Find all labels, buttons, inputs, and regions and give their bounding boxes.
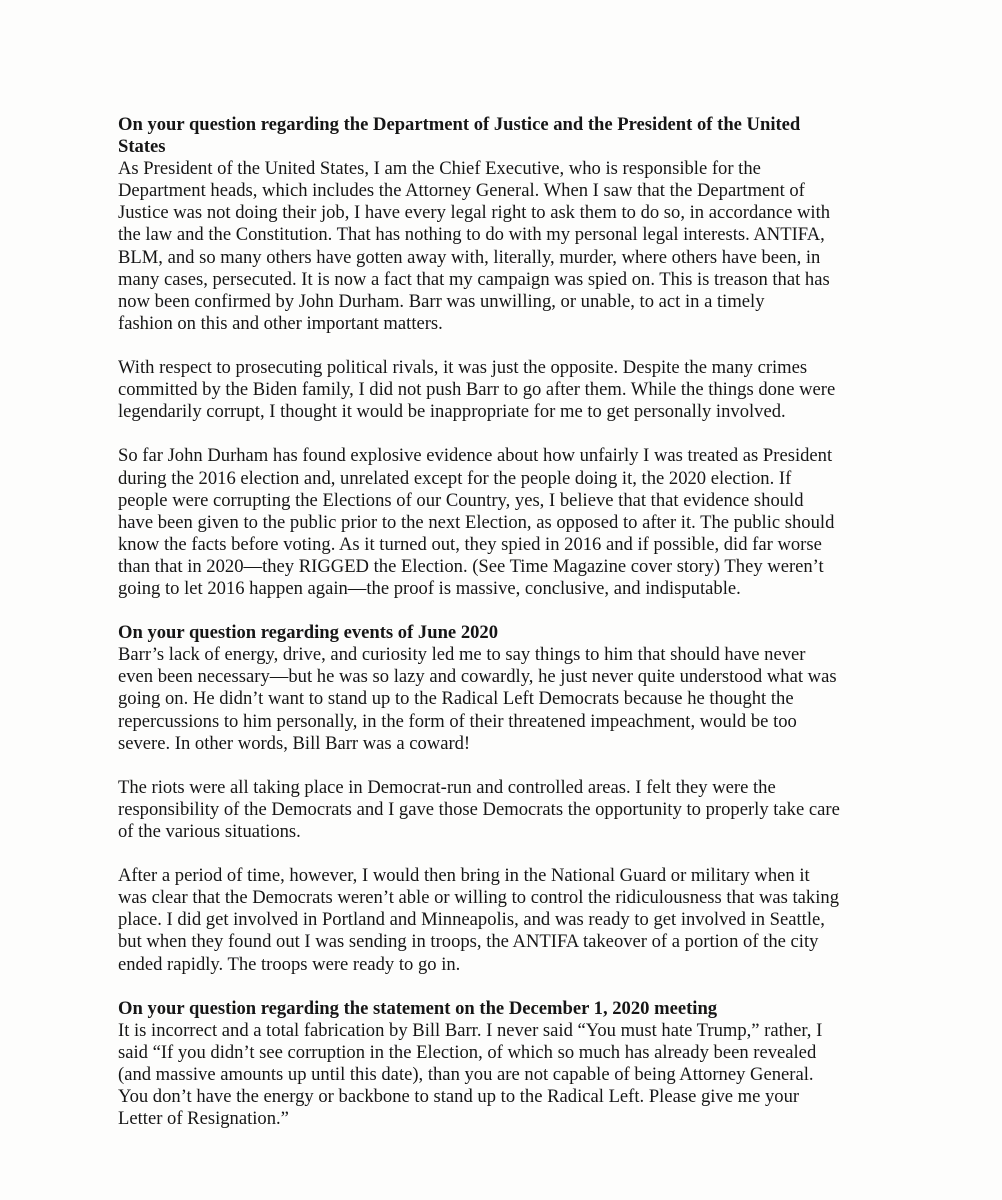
text-line: Department heads, which includes the Attorney General. When I saw that the Department of [118, 180, 805, 202]
text-line: With respect to prosecuting political rivals, it was just the opposite. Despite the many crimes [118, 357, 808, 379]
text-line: So far John Durham has found explosive evidence about how unfairly I was treated as President [118, 445, 833, 467]
text-line: going to let 2016 happen again—the proof is massive, conclusive, and indisputable. [118, 577, 741, 599]
text-line: Barr’s lack of energy, drive, and curiosity led me to say things to him that should have never [118, 644, 806, 666]
text-line: people were corrupting the Elections of our Country, yes, I believe that that evidence should [118, 489, 804, 511]
document-section [118, 622, 918, 976]
section-heading [118, 622, 918, 644]
text-line: Letter of Resignation.” [118, 1108, 289, 1130]
text-line: As President of the United States, I am the Chief Executive, who is responsible for the [118, 158, 761, 180]
text-line: was clear that the Democrats weren’t able or willing to control the ridiculousness that was taking [118, 887, 839, 909]
text-line: severe. In other words, Bill Barr was a coward! [118, 732, 471, 754]
letter-document [118, 114, 918, 1152]
text-line: committed by the Biden family, I did not push Barr to go after them. While the things done were [118, 379, 836, 401]
text-line: the law and the Constitution. That has nothing to do with my personal legal interests. ANTIFA, [118, 224, 825, 246]
body-paragraph [118, 865, 918, 975]
heading-line: On your question regarding events of June 2020 [118, 622, 499, 644]
text-line: It is incorrect and a total fabrication by Bill Barr. I never said “You must hate Trump,” rather, I [118, 1019, 823, 1041]
body-paragraph [118, 1020, 918, 1130]
body-paragraph [118, 158, 918, 335]
text-line: Justice was not doing their job, I have every legal right to ask them to do so, in accordance with [118, 202, 831, 224]
text-line: many cases, persecuted. It is now a fact that my campaign was spied on. This is treason that has [118, 268, 830, 290]
section-heading [118, 114, 918, 158]
heading-line: States [118, 136, 166, 158]
text-line: ended rapidly. The troops were ready to go in. [118, 953, 461, 975]
text-line: responsibility of the Democrats and I gave those Democrats the opportunity to properly take care [118, 798, 840, 820]
document-section [118, 998, 918, 1131]
text-line: BLM, and so many others have gotten away with, literally, murder, where others have been, in [118, 246, 821, 268]
body-paragraph [118, 357, 918, 423]
text-line: than that in 2020—they RIGGED the Election. (See Time Magazine cover story) They weren’t [118, 555, 824, 577]
text-line: during the 2016 election and, unrelated except for the people doing it, the 2020 election. If [118, 467, 792, 489]
text-line: place. I did get involved in Portland and Minneapolis, and was ready to get involved in Seattle, [118, 909, 825, 931]
text-line: even been necessary—but he was so lazy and cowardly, he just never quite understood what was [118, 666, 837, 688]
section-heading [118, 998, 918, 1020]
text-line: After a period of time, however, I would then bring in the National Guard or military when it [118, 865, 810, 887]
heading-line: On your question regarding the Department of Justice and the President of the United [118, 114, 801, 135]
body-paragraph [118, 777, 918, 843]
text-line: The riots were all taking place in Democrat-run and controlled areas. I felt they were the [118, 776, 776, 798]
text-line: have been given to the public prior to the next Election, as opposed to after it. The public should [118, 511, 835, 533]
body-paragraph [118, 644, 918, 754]
document-section [118, 114, 918, 600]
text-line: going on. He didn’t want to stand up to the Radical Left Democrats because he thought the [118, 688, 794, 710]
body-paragraph [118, 445, 918, 600]
text-line: legendarily corrupt, I thought it would be inappropriate for me to get personally involved. [118, 401, 786, 423]
text-line: You don’t have the energy or backbone to stand up to the Radical Left. Please give me your [118, 1086, 800, 1108]
text-line: (and massive amounts up until this date), than you are not capable of being Attorney General. [118, 1064, 814, 1086]
text-line: know the facts before voting. As it turned out, they spied in 2016 and if possible, did far worse [118, 533, 822, 555]
text-line: but when they found out I was sending in troops, the ANTIFA takeover of a portion of the city [118, 931, 819, 953]
text-line: said “If you didn’t see corruption in the Election, of which so much has already been revealed [118, 1041, 817, 1063]
text-line: repercussions to him personally, in the form of their threatened impeachment, would be too [118, 710, 797, 732]
text-line: of the various situations. [118, 821, 301, 842]
text-line: fashion on this and other important matters. [118, 312, 443, 334]
text-line: now been confirmed by John Durham. Barr was unwilling, or unable, to act in a timely [118, 290, 765, 312]
heading-line: On your question regarding the statement on the December 1, 2020 meeting [118, 997, 718, 1019]
